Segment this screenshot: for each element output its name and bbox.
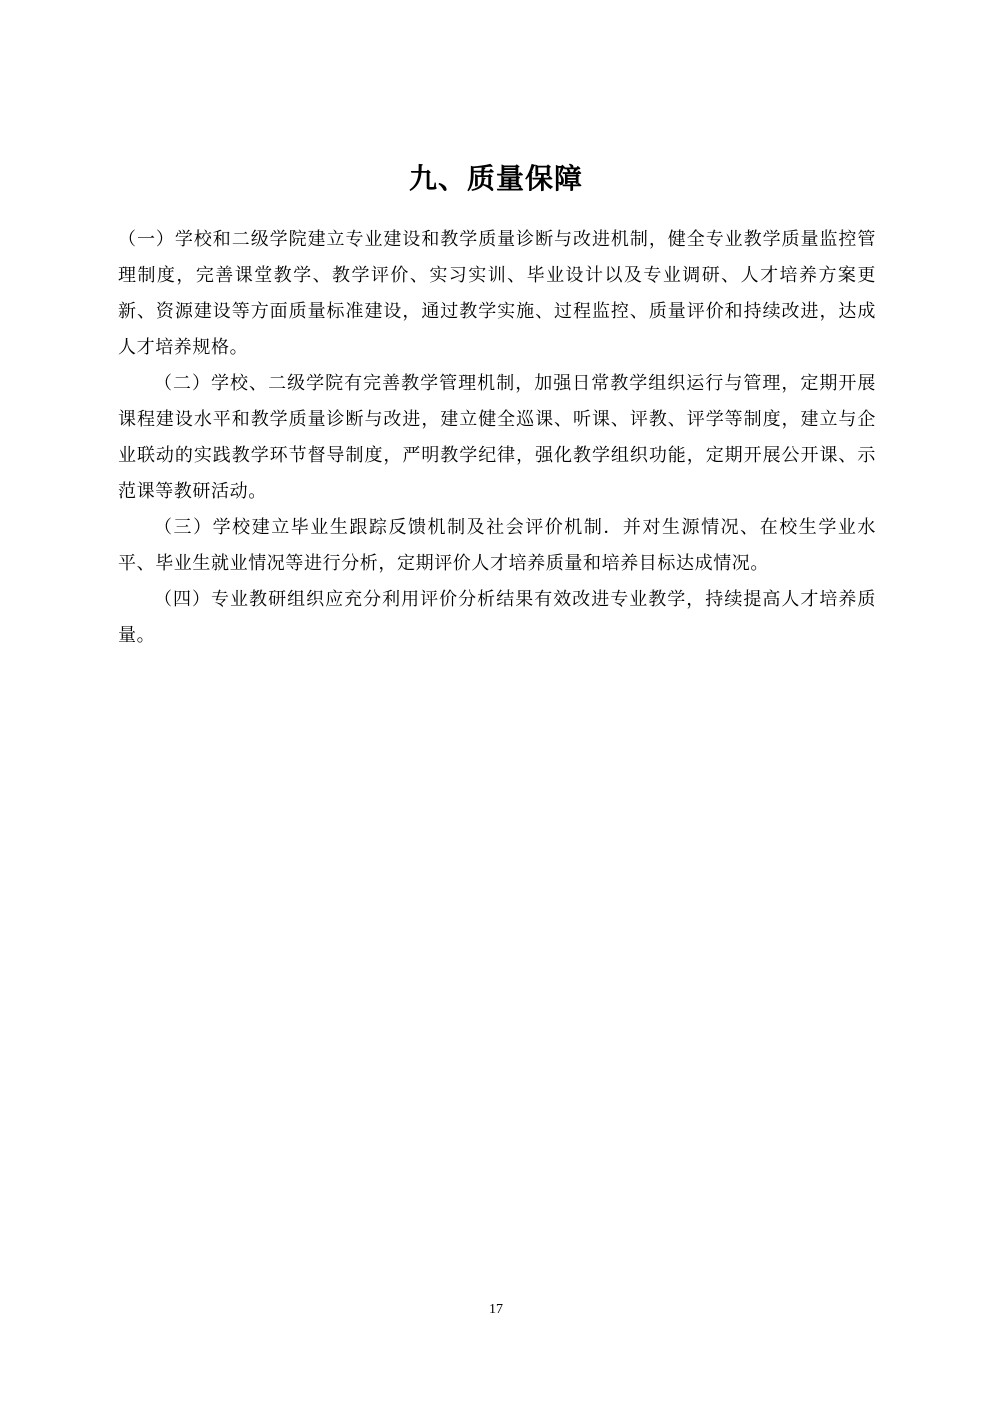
paragraph-1: （一）学校和二级学院建立专业建设和教学质量诊断与改进机制，健全专业教学质量监控管理制度，完善课堂教学、教学评价、实习实训、毕业设计以及专业调研、人才培养方案更新、资源建设等方面质量标准建设，通过教学实施、过程监控、质量评价和持续改进，达成人才培养规格。 (118, 229, 876, 358)
body-text (118, 222, 876, 654)
paragraph-2: （二）学校、二级学院有完善教学管理机制，加强日常教学组织运行与管理，定期开展课程建设水平和教学质量诊断与改进，建立健全巡课、听课、评教、评学等制度，建立与企业联动的实践教学环节督导制度，严明教学纪律，强化教学组织功能，定期开展公开课、示范课等教研活动。 (118, 373, 876, 502)
paragraph-4: （四）专业教研组织应充分利用评价分析结果有效改进专业教学，持续提高人才培养质量。 (118, 589, 876, 646)
page-number: 17 (489, 1302, 503, 1317)
section-title: 九、质量保障 (408, 161, 583, 195)
paragraph-3: （三）学校建立毕业生跟踪反馈机制及社会评价机制．并对生源情况、在校生学业水平、毕业生就业情况等进行分析，定期评价人才培养质量和培养目标达成情况。 (118, 517, 876, 574)
